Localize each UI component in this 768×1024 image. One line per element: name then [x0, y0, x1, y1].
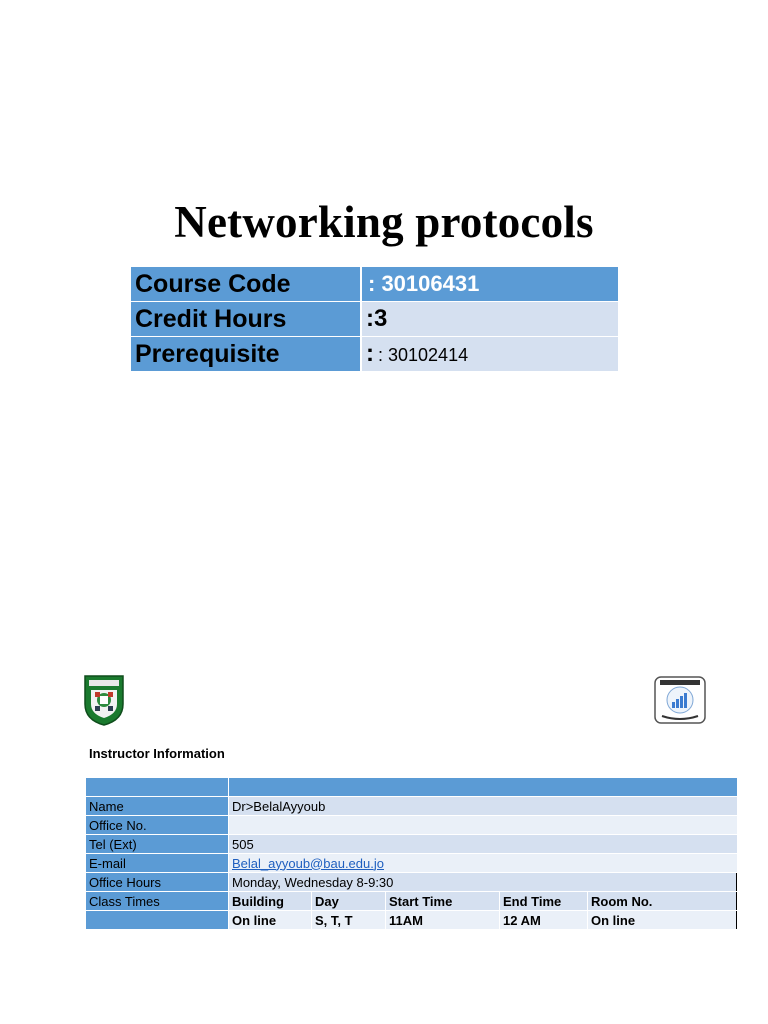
- table-row: [86, 854, 737, 873]
- university-crest-icon: [83, 674, 125, 726]
- course-code-label: Course Code: [131, 267, 361, 302]
- email-label: E-mail: [86, 854, 229, 873]
- start-time-value: 11AM: [386, 911, 500, 930]
- day-header: Day: [312, 892, 386, 911]
- credit-hours-value: :3: [361, 302, 618, 337]
- day-value: S, T, T: [312, 911, 386, 930]
- header-cell-left: [86, 778, 229, 797]
- prerequisite-value: : 30102414: [378, 345, 469, 365]
- table-row: [86, 873, 737, 892]
- room-no-value: On line: [588, 911, 737, 930]
- credit-hours-row: [131, 302, 618, 337]
- prerequisite-label: Prerequisite: [131, 337, 361, 372]
- table-row: [86, 816, 737, 835]
- header-cell-right: [229, 778, 737, 797]
- university-seal-icon: [654, 676, 706, 724]
- prerequisite-row: [131, 337, 618, 372]
- name-label: Name: [86, 797, 229, 816]
- email-value-cell: [229, 854, 737, 873]
- office-no-label: Office No.: [86, 816, 229, 835]
- tel-value: 505: [229, 835, 737, 854]
- office-no-value: [229, 816, 737, 835]
- class-times-label: Class Times: [86, 892, 229, 911]
- table-row: [86, 835, 737, 854]
- prerequisite-colon: :: [366, 340, 374, 367]
- page-title: Networking protocols: [174, 197, 594, 247]
- start-time-header: Start Time: [386, 892, 500, 911]
- instructor-info-heading: Instructor Information: [89, 746, 225, 761]
- tel-label: Tel (Ext): [86, 835, 229, 854]
- name-value: Dr>BelalAyyoub: [229, 797, 737, 816]
- office-hours-value: Monday, Wednesday 8-9:30: [229, 873, 737, 892]
- credit-hours-label: Credit Hours: [131, 302, 361, 337]
- office-hours-label: Office Hours: [86, 873, 229, 892]
- room-no-header: Room No.: [588, 892, 737, 911]
- course-info-table: [131, 267, 618, 371]
- course-code-value: : 30106431: [361, 267, 618, 302]
- table-row: [86, 892, 737, 911]
- table-row: [86, 797, 737, 816]
- class-times-spacer: [86, 911, 229, 930]
- building-header: Building: [229, 892, 312, 911]
- end-time-value: 12 AM: [500, 911, 588, 930]
- end-time-header: End Time: [500, 892, 588, 911]
- table-row: [86, 911, 737, 930]
- prerequisite-value-cell: [361, 337, 618, 372]
- email-link[interactable]: Belal_ayyoub@bau.edu.jo: [232, 855, 384, 871]
- instructor-info-table: [86, 778, 737, 930]
- building-value: On line: [229, 911, 312, 930]
- table-header-row: [86, 778, 737, 797]
- course-code-row: [131, 267, 618, 302]
